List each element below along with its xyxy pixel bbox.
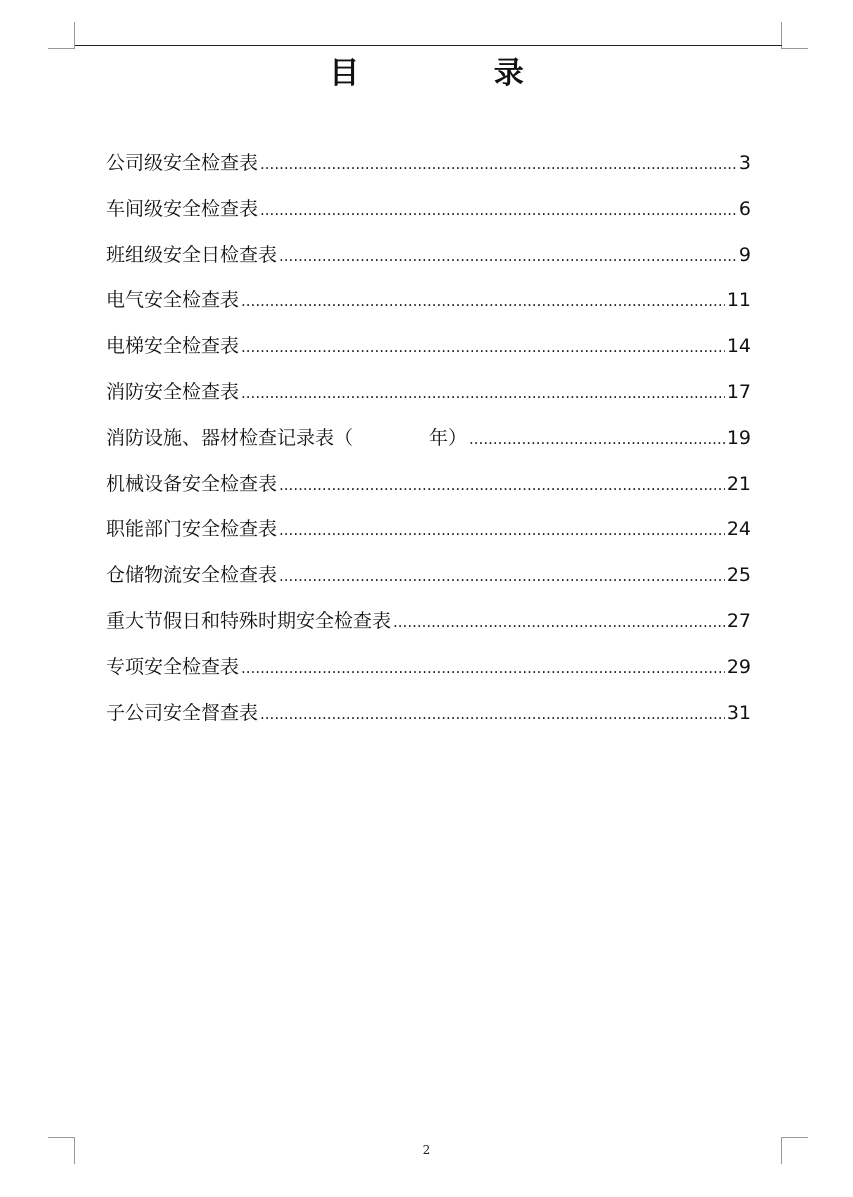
toc-dot-leader (279, 560, 725, 591)
toc-entry-page: 21 (726, 472, 751, 495)
toc-dot-leader (241, 285, 725, 316)
toc-entry-page: 25 (726, 564, 751, 587)
toc-entry-label: 专项安全检查表 (106, 655, 240, 678)
toc-entry-page: 24 (726, 518, 751, 541)
toc-entry-label: 消防安全检查表 (106, 380, 240, 403)
toc-entry-label: 子公司安全督查表 (106, 701, 259, 724)
crop-mark-bottom-left-horizontal (48, 1137, 75, 1138)
toc-entry-page: 31 (726, 701, 751, 724)
toc-entry-page: 14 (726, 335, 751, 358)
page-number: 2 (422, 1143, 431, 1157)
toc-dot-leader (469, 423, 725, 454)
toc-entry-label: 班组级安全日检查表 (106, 243, 278, 266)
table-of-contents (106, 148, 751, 743)
crop-mark-top-right-horizontal (781, 48, 808, 49)
toc-entry[interactable] (106, 331, 751, 377)
toc-entry-label: 重大节假日和特殊时期安全检查表 (106, 609, 392, 632)
toc-dot-leader (241, 377, 725, 408)
toc-entry-page: 27 (726, 609, 751, 632)
toc-dot-leader (279, 514, 725, 545)
header-rule (75, 45, 782, 46)
toc-dot-leader (260, 148, 737, 179)
toc-entry-label: 消防设施、器材检查记录表（ 年） (106, 426, 468, 449)
toc-entry[interactable] (106, 148, 751, 194)
toc-entry[interactable] (106, 285, 751, 331)
toc-dot-leader (241, 652, 725, 683)
toc-title: 目 录 (329, 56, 586, 91)
toc-entry-label: 仓储物流安全检查表 (106, 564, 278, 587)
toc-dot-leader (279, 240, 737, 271)
toc-entry[interactable] (106, 194, 751, 240)
toc-entry-label: 车间级安全检查表 (106, 197, 259, 220)
toc-entry[interactable] (106, 423, 751, 469)
toc-dot-leader (260, 698, 725, 729)
crop-mark-bottom-right-horizontal (781, 1137, 808, 1138)
toc-entry-page: 29 (726, 655, 751, 678)
toc-entry[interactable] (106, 560, 751, 606)
toc-entry-page: 3 (738, 152, 751, 174)
toc-entry-label: 电梯安全检查表 (106, 335, 240, 358)
toc-entry[interactable] (106, 698, 751, 744)
toc-entry-label: 公司级安全检查表 (106, 152, 259, 174)
toc-dot-leader (393, 606, 725, 637)
toc-entry-page: 19 (726, 426, 751, 449)
toc-entry[interactable] (106, 514, 751, 560)
toc-entry[interactable] (106, 469, 751, 515)
toc-dot-leader (260, 194, 737, 225)
toc-entry-label: 电气安全检查表 (106, 289, 240, 312)
toc-entry[interactable] (106, 606, 751, 652)
toc-entry[interactable] (106, 240, 751, 286)
toc-entry-label: 机械设备安全检查表 (106, 472, 278, 495)
toc-dot-leader (279, 469, 725, 500)
toc-entry-page: 11 (726, 289, 751, 312)
toc-entry[interactable] (106, 377, 751, 423)
toc-entry[interactable] (106, 652, 751, 698)
crop-mark-top-left-horizontal (48, 48, 75, 49)
toc-entry-label: 职能部门安全检查表 (106, 518, 278, 541)
toc-entry-page: 6 (738, 197, 751, 220)
toc-entry-page: 9 (738, 243, 751, 266)
toc-entry-page: 17 (726, 380, 751, 403)
toc-dot-leader (241, 331, 725, 362)
